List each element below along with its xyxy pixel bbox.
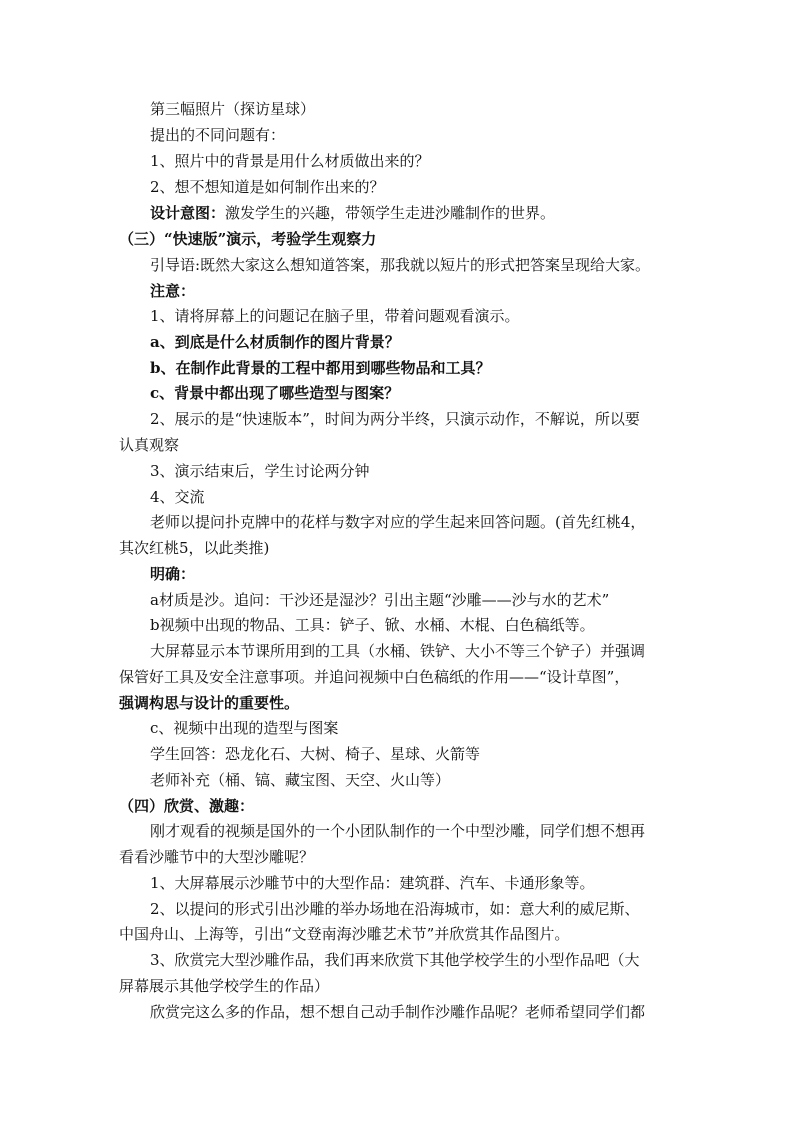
paragraph-line: 引导语:既然大家这么想知道答案，那我就以短片的形式把答案呈现给大家。 [150, 256, 651, 274]
paragraph-line: 欣赏完这么多的作品，想不想自己动手制作沙雕作品呢？老师希望同学们都 [150, 1003, 646, 1021]
design-intent-text: 激发学生的兴趣，带领学生走进沙雕制作的世界。 [225, 204, 556, 222]
paragraph-line: b视频中出现的物品、工具：铲子、锨、水桶、木棍、白色稿纸等。 [150, 616, 595, 634]
paragraph-line: 1、照片中的背景是用什么材质做出来的？ [150, 152, 430, 170]
paragraph-line: 其次红桃5，以此类推) [119, 539, 270, 557]
section-heading-4: （四）欣赏、激趣： [119, 797, 255, 815]
paragraph-line: 1、请将屏幕上的问题记在脑子里，带着问题观看演示。 [150, 307, 520, 325]
question-a: a、到底是什么材质制作的图片背景？ [150, 333, 400, 351]
question-b: b、在制作此背景的工程中都用到哪些物品和工具？ [150, 359, 491, 377]
paragraph-line: 老师补充（桶、镐、藏宝图、天空、火山等） [150, 771, 451, 789]
question-c: c、背景中都出现了哪些造型与图案？ [150, 384, 400, 402]
paragraph-line: 2、以提问的形式引出沙雕的举办场地在沿海城市，如：意大利的威尼斯、 [150, 900, 640, 918]
notice-label: 注意： [150, 282, 196, 300]
paragraph-line: 刚才观看的视频是国外的一个小团队制作的一个中型沙雕，同学们想不想再 [150, 822, 646, 840]
paragraph-line: 认真观察 [119, 436, 180, 454]
paragraph-line: 看看沙雕节中的大型沙雕呢？ [119, 848, 315, 866]
paragraph-line: 屏幕展示其他学校学生的作品） [119, 977, 330, 995]
paragraph-line: 1、大屏幕展示沙雕节中的大型作品：建筑群、汽车、卡通形象等。 [150, 874, 595, 892]
paragraph-line: 大屏幕显示本节课所用到的工具（水桶、铁铲、大小不等三个铲子）并强调 [150, 642, 646, 660]
paragraph-line [150, 203, 555, 223]
clarify-label: 明确： [150, 565, 196, 583]
paragraph-line: a材质是沙。追问：干沙还是湿沙？引出主题“沙雕——沙与水的艺术” [150, 591, 610, 609]
paragraph-line: 3、欣赏完大型沙雕作品，我们再来欣赏下其他学校学生的小型作品吧（大 [150, 951, 640, 969]
paragraph-line: 4、交流 [150, 488, 205, 506]
paragraph-line: 提出的不同问题有： [150, 126, 286, 144]
paragraph-line: 3、演示结束后，学生讨论两分钟 [150, 462, 370, 480]
paragraph-line: c、视频中出现的造型与图案 [150, 719, 339, 737]
paragraph-line: 2、想不想知道是如何制作出来的？ [150, 178, 385, 196]
section-heading-3: （三）“快速版”演示，考验学生观察力 [119, 230, 377, 248]
paragraph-line: 2、展示的是“快速版本”，时间为两分半终，只演示动作，不解说，所以要 [150, 410, 640, 428]
emphasis-line: 强调构思与设计的重要性。 [119, 694, 300, 712]
paragraph-line: 第三幅照片（探访星球） [150, 100, 316, 118]
paragraph-line: 保管好工具及安全注意事项。并追问视频中白色稿纸的作用——“设计草图”， [119, 668, 630, 686]
paragraph-line: 老师以提问扑克牌中的花样与数字对应的学生起来回答问题。(首先红桃4， [150, 513, 646, 531]
paragraph-line: 学生回答：恐龙化石、大树、椅子、星球、火箭等 [150, 745, 481, 763]
design-intent-label: 设计意图： [150, 204, 226, 222]
paragraph-line: 中国舟山、上海等，引出“文登南海沙雕艺术节”并欣赏其作品图片。 [119, 925, 570, 943]
